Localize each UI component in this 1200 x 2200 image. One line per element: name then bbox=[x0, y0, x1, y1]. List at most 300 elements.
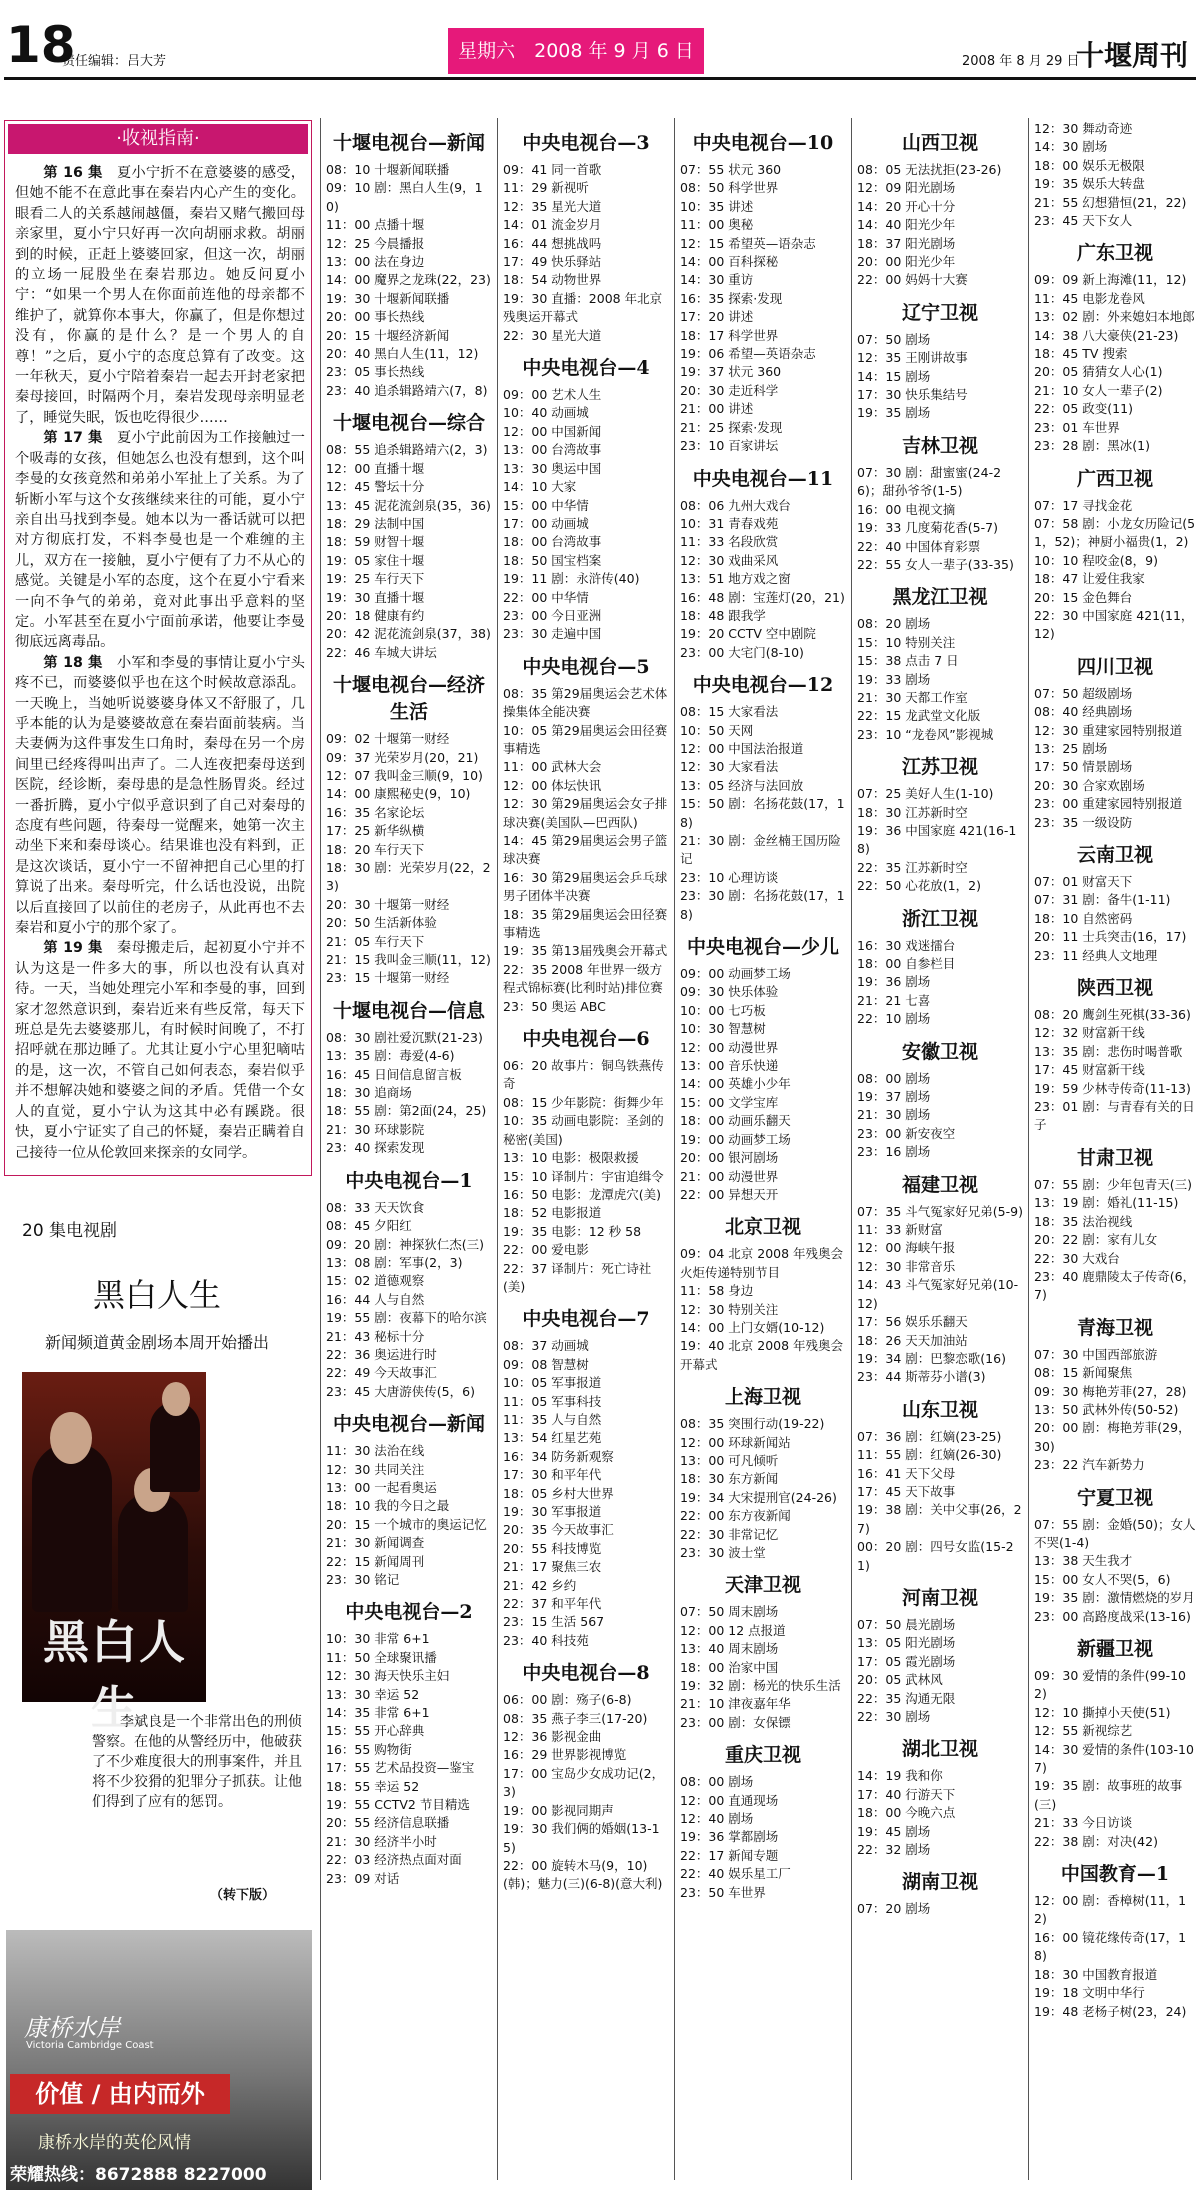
program-listing: 12：30 戏曲采风 bbox=[680, 552, 779, 568]
program-listing: 14：00 上门女婿(10-12) bbox=[680, 1319, 825, 1335]
program-listing: 12：30 海天快乐主妇 bbox=[326, 1668, 450, 1684]
channel-heading: 中央电视台—新闻 bbox=[332, 1413, 485, 1436]
program-listing: 18：00 动画乐翻天 bbox=[680, 1113, 791, 1129]
program-listing: 12：15 希望英—语杂志 bbox=[680, 235, 816, 251]
program-listing: 22：55 女人一辈子(33-35) bbox=[857, 556, 1014, 572]
program-listing: 07：50 晨光剧场 bbox=[857, 1616, 956, 1632]
program-listing: 08：55 追杀辑路靖六(2，3) bbox=[326, 442, 488, 458]
program-listing: 19：18 文明中华行 bbox=[1034, 1985, 1145, 2001]
program-listing: 18：30 中国教育报道 bbox=[1034, 1966, 1158, 1982]
program-listing: 18：29 法制中国 bbox=[326, 515, 425, 531]
channel-heading: 云南卫视 bbox=[1076, 844, 1153, 866]
program-listing: 22：38 剧：对决(42) bbox=[1034, 1833, 1158, 1849]
program-listing: 08：00 剧场 bbox=[680, 1774, 754, 1790]
program-listing: 16：30 戏迷擂台 bbox=[857, 937, 956, 953]
program-listing: 12：35 星光大道 bbox=[503, 198, 602, 214]
program-listing: 12：09 阳光剧场 bbox=[857, 180, 956, 196]
program-listing: 22：49 今天故事汇 bbox=[326, 1365, 437, 1381]
channel-heading: 中央电视台—7 bbox=[522, 1308, 650, 1331]
program-listing: 11：58 身边 bbox=[680, 1283, 754, 1299]
program-listing: 22：15 龙武堂文化版 bbox=[857, 708, 981, 724]
channel-heading: 中央电视台—2 bbox=[345, 1601, 473, 1624]
program-listing: 16：35 探索·发现 bbox=[680, 290, 783, 306]
program-listing: 18：00 今晚六点 bbox=[857, 1805, 956, 1821]
program-listing: 21：30 经济半小时 bbox=[326, 1833, 437, 1849]
program-listing: 22：32 剧场 bbox=[857, 1842, 931, 1858]
program-listing: 19：37 剧场 bbox=[857, 1089, 931, 1105]
program-listing: 11：00 点播十堰 bbox=[326, 217, 425, 233]
program-listing: 12：30 大家看法 bbox=[680, 759, 779, 775]
program-listing: 18：55 幸运 52 bbox=[326, 1778, 420, 1794]
program-listing: 11：55 剧：红嫡(26-30) bbox=[857, 1447, 1002, 1463]
program-listing: 19：33 剧场 bbox=[857, 671, 931, 687]
promo-subtitle: 新闻频道黄金剧场本周开始播出 bbox=[44, 1333, 269, 1352]
listing-column-2 bbox=[503, 120, 669, 2190]
channel-heading: 上海卫视 bbox=[724, 1386, 801, 1409]
program-listing: 20：35 今天故事汇 bbox=[503, 1522, 614, 1538]
program-listing: 14：20 开心十分 bbox=[857, 198, 956, 214]
page-header bbox=[0, 0, 1200, 80]
program-listing: 22：36 奥运进行时 bbox=[326, 1346, 437, 1362]
program-listing: 08：20 鹰剑生死棋(33-36) bbox=[1034, 1007, 1191, 1023]
poster-face bbox=[162, 1382, 190, 1416]
channel-heading: 中央电视台—4 bbox=[522, 357, 650, 380]
program-listing: 13：00 一起看奥运 bbox=[326, 1479, 437, 1495]
program-listing: 08：35 燕子李三(17-20) bbox=[503, 1710, 648, 1726]
program-listing: 22：00 异想天开 bbox=[680, 1186, 779, 1202]
channel-heading: 黑龙江卫视 bbox=[892, 586, 988, 609]
program-listing: 12：00 中国法治报道 bbox=[680, 740, 804, 756]
program-listing: 19：35 娱乐大转盘 bbox=[1034, 176, 1145, 192]
program-listing: 13：05 阳光剧场 bbox=[857, 1635, 956, 1651]
program-listing: 16：55 购物街 bbox=[326, 1741, 412, 1757]
program-listing: 19：30 直播：2008 年北京残奥运开幕式 bbox=[503, 290, 663, 325]
program-listing: 10：30 非常 6+1 bbox=[326, 1631, 430, 1647]
program-listing: 22：50 心花放(1，2) bbox=[857, 878, 981, 894]
program-listing: 23：00 新安夜空 bbox=[857, 1125, 956, 1141]
program-listing: 21：30 新闻调查 bbox=[326, 1535, 425, 1551]
program-listing: 19：38 剧：关中父事(26，27) bbox=[857, 1502, 1022, 1536]
program-listing: 14：10 大家 bbox=[503, 479, 577, 495]
program-listing: 13：45 泥花流剑泉(35，36) bbox=[326, 497, 491, 513]
channel-heading: 中央电视台—5 bbox=[522, 655, 650, 678]
program-listing: 07：35 斗气冤家好兄弟(5-9) bbox=[857, 1203, 1023, 1219]
program-listing: 19：55 剧：夜幕下的哈尔滨 bbox=[326, 1310, 487, 1326]
program-listing: 19：34 剧：巴黎恋歌(16) bbox=[857, 1350, 1006, 1366]
program-listing: 19：06 希望—英语杂志 bbox=[680, 346, 816, 362]
episode-paragraph bbox=[15, 163, 305, 428]
program-listing: 22：00 妈妈十大赛 bbox=[857, 272, 968, 288]
program-listing: 13：51 地方戏之窗 bbox=[680, 571, 791, 587]
program-listing: 22：03 经济热点面对面 bbox=[326, 1852, 462, 1868]
program-listing: 21：15 我叫金三顺(11，12) bbox=[326, 952, 491, 968]
program-listing: 12：00 环球新闻站 bbox=[680, 1434, 791, 1450]
program-listing: 18：30 东方新闻 bbox=[680, 1471, 779, 1487]
channel-heading: 中国教育—1 bbox=[1060, 1863, 1170, 1886]
promo-label: 20 集电视剧 bbox=[22, 1221, 118, 1241]
program-listing: 23：00 今日亚洲 bbox=[503, 607, 602, 623]
program-listing: 11：33 名段欣赏 bbox=[680, 534, 779, 550]
program-listing: 13：00 法在身边 bbox=[326, 254, 425, 270]
program-listing: 10：00 七巧板 bbox=[680, 1002, 766, 1018]
channel-heading: 河南卫视 bbox=[901, 1586, 978, 1609]
channel-heading: 十堰电视台—新闻 bbox=[332, 132, 485, 154]
program-listing: 21：30 剧：金丝楠王国历险记 bbox=[680, 833, 841, 867]
channel-heading: 十堰电视台—经济生活 bbox=[332, 674, 485, 724]
program-listing: 17：45 天下故事 bbox=[857, 1483, 956, 1499]
program-listing: 17：45 财富新干线 bbox=[1034, 1062, 1145, 1078]
channel-heading: 十堰电视台—信息 bbox=[332, 999, 485, 1022]
program-listing: 14：30 重访 bbox=[680, 272, 754, 288]
program-listing: 16：29 世界影视博览 bbox=[503, 1747, 627, 1763]
program-listing: 18：55 剧：第2面(24，25) bbox=[326, 1103, 487, 1119]
program-listing: 20：00 阳光少年 bbox=[857, 254, 956, 270]
program-listing: 18：05 乡村大世界 bbox=[503, 1485, 614, 1501]
program-listing: 19：48 老杨子树(23，24) bbox=[1034, 2003, 1187, 2019]
program-listing: 07：55 状元 360 bbox=[680, 162, 782, 177]
program-listing: 19：36 掌都剧场 bbox=[680, 1829, 779, 1845]
program-listing: 23：30 铭记 bbox=[326, 1572, 400, 1587]
program-listing: 14：30 剧场 bbox=[1034, 139, 1108, 155]
program-listing: 14：00 康熙秘史(9，10) bbox=[326, 786, 471, 802]
program-listing: 17：30 快乐集结号 bbox=[857, 387, 968, 403]
program-listing: 23：44 斯蒂芬小谱(3) bbox=[857, 1369, 986, 1385]
program-listing: 08：15 新闻聚焦 bbox=[1034, 1365, 1133, 1381]
program-listing: 15：00 文学宝库 bbox=[680, 1094, 779, 1110]
program-listing: 07：20 剧场 bbox=[857, 1901, 931, 1917]
program-listing: 20：00 事长热线 bbox=[326, 309, 425, 325]
program-listing: 23：16 剧场 bbox=[857, 1144, 931, 1160]
program-listing: 22：00 中华情 bbox=[503, 589, 589, 605]
program-listing: 13：00 台湾故事 bbox=[503, 442, 602, 458]
program-listing: 11：30 法治在线 bbox=[326, 1443, 425, 1459]
program-listing: 13：10 电影：极限救援 bbox=[503, 1150, 639, 1166]
program-listing: 18：00 台湾故事 bbox=[503, 534, 602, 550]
program-listing: 19：36 剧场 bbox=[857, 974, 931, 990]
program-listing: 22：00 旋转木马(9，10)(韩)；魅力(三)(6-8)(意大利) bbox=[503, 1857, 663, 1892]
channel-heading: 北京卫视 bbox=[724, 1216, 801, 1239]
program-listing: 09：10 剧：黑白人生(9，10) bbox=[326, 180, 483, 214]
channel-heading: 湖北卫视 bbox=[901, 1738, 978, 1761]
program-listing: 14：00 英雄小少年 bbox=[680, 1076, 791, 1092]
program-listing: 19：00 动画梦工场 bbox=[680, 1131, 791, 1147]
program-listing: 21：10 女人一辈子(2) bbox=[1034, 382, 1163, 398]
program-listing: 06：20 故事片：铜鸟铁燕传奇 bbox=[503, 1058, 664, 1092]
program-listing: 10：30 智慧树 bbox=[680, 1021, 766, 1037]
program-listing: 23：45 大唐游侠传(5，6) bbox=[326, 1383, 475, 1399]
program-listing: 13：00 音乐快递 bbox=[680, 1058, 779, 1074]
program-listing: 16：44 想挑战吗 bbox=[503, 235, 602, 251]
program-listing: 11：00 奥秘 bbox=[680, 217, 754, 233]
program-listing: 23：00 重建家园特别报道 bbox=[1034, 796, 1183, 812]
program-listing: 19：00 影视同期声 bbox=[503, 1802, 614, 1818]
program-listing: 18：20 车行天下 bbox=[326, 841, 425, 857]
program-listing: 12：07 我叫金三顺(9，10) bbox=[326, 767, 483, 783]
page-number: 18 bbox=[6, 16, 76, 74]
program-listing: 21：30 环球影院 bbox=[326, 1121, 425, 1137]
program-listing: 08：00 剧场 bbox=[857, 1070, 931, 1086]
program-listing: 07：55 剧：金婚(50)；女人不哭(1-4) bbox=[1034, 1516, 1196, 1550]
program-listing: 12：25 今晨播报 bbox=[326, 235, 425, 251]
program-listing: 12：00 剧：香樟树(11，12) bbox=[1034, 1893, 1187, 1927]
channel-heading: 山东卫视 bbox=[901, 1398, 978, 1421]
program-listing: 23：09 对话 bbox=[326, 1870, 400, 1886]
program-listing: 06：00 剧：殇子(6-8) bbox=[503, 1692, 632, 1708]
channel-heading: 中央电视台—少儿 bbox=[686, 936, 839, 959]
program-listing: 22：35 2008 年世界一级方程式锦标赛(比利时站)排位赛 bbox=[503, 961, 663, 996]
program-listing: 21：21 七喜 bbox=[857, 992, 931, 1008]
program-listing: 20：00 银河剧场 bbox=[680, 1150, 779, 1166]
program-listing: 12：00 中国新闻 bbox=[503, 423, 602, 439]
program-listing: 23：01 车世界 bbox=[1034, 419, 1120, 435]
program-listing: 23：00 高路度战采(13-16) bbox=[1034, 1608, 1191, 1624]
program-listing: 14：43 斗气冤家好兄弟(10-12) bbox=[857, 1277, 1019, 1311]
channel-heading: 中央电视台—8 bbox=[522, 1662, 650, 1685]
program-listing: 17：50 情景剧场 bbox=[1034, 759, 1133, 775]
program-listing: 23：10 “龙卷风”影视城 bbox=[857, 726, 994, 742]
program-listing: 23：30 走遍中国 bbox=[503, 626, 602, 642]
program-listing: 14：40 阳光少年 bbox=[857, 217, 956, 233]
program-listing: 18：30 追商场 bbox=[326, 1085, 412, 1101]
program-listing: 14：00 百科探秘 bbox=[680, 254, 779, 270]
program-listing: 13：19 剧：婚礼(11-15) bbox=[1034, 1195, 1179, 1211]
channel-heading: 福建卫视 bbox=[901, 1173, 978, 1196]
program-listing: 12：32 财富新干线 bbox=[1034, 1025, 1145, 1041]
program-listing: 22：30 非常记忆 bbox=[680, 1526, 779, 1542]
program-listing: 09：41 同一首歌 bbox=[503, 162, 602, 177]
program-listing: 12：00 12 点报道 bbox=[680, 1622, 786, 1638]
program-listing: 14：30 爱情的条件(103-107) bbox=[1034, 1741, 1194, 1776]
program-listing: 12：40 剧场 bbox=[680, 1811, 754, 1827]
program-listing: 18：17 科学世界 bbox=[680, 327, 779, 343]
program-listing: 16：50 电影：龙潭虎穴(美) bbox=[503, 1186, 662, 1202]
program-listing: 16：45 日间信息留言板 bbox=[326, 1066, 462, 1082]
program-listing: 08：05 无法扰拒(23-26) bbox=[857, 162, 1002, 177]
program-listing: 18：00 自参栏目 bbox=[857, 956, 956, 971]
program-listing: 08：45 夕阳红 bbox=[326, 1218, 412, 1234]
program-listing: 09：30 梅艳芳菲(27，28) bbox=[1034, 1383, 1187, 1399]
program-listing: 16：41 天下父母 bbox=[857, 1465, 956, 1481]
program-listing: 23：05 事长热线 bbox=[326, 364, 425, 380]
program-listing: 10：10 程咬金(8，9) bbox=[1034, 552, 1158, 568]
program-listing: 23：28 剧：黑冰(1) bbox=[1034, 438, 1150, 454]
program-listing: 09：02 十堰第一财经 bbox=[326, 731, 450, 747]
program-listing: 19：11 剧：永浒传(40) bbox=[503, 571, 640, 587]
program-listing: 17：30 和平年代 bbox=[503, 1467, 602, 1483]
program-listing: 19：25 车行天下 bbox=[326, 571, 425, 587]
program-listing: 20：11 士兵突击(16，17) bbox=[1034, 929, 1187, 945]
program-listing: 19：36 中国家庭 421(16-18) bbox=[857, 822, 1017, 857]
program-listing: 21：10 津夜嘉年华 bbox=[680, 1696, 791, 1712]
promo-caption: 李斌良是一个非常出色的刑侦警察。在他的从警经历中，他破获了不少难度很大的刑事案件，并且将不少狡猾的犯罪分子抓获。让他们得到了应有的惩罚。 bbox=[92, 1714, 302, 1810]
program-listing: 08：15 大家看法 bbox=[680, 704, 779, 720]
channel-heading: 安徽卫视 bbox=[901, 1040, 978, 1063]
program-listing: 13：30 幸运 52 bbox=[326, 1686, 420, 1702]
channel-heading: 山西卫视 bbox=[901, 132, 978, 154]
program-listing: 11：33 新财富 bbox=[857, 1222, 943, 1238]
program-listing: 14：35 非常 6+1 bbox=[326, 1705, 430, 1721]
poster-figure bbox=[32, 1442, 112, 1612]
program-listing: 18：47 让爱住我家 bbox=[1034, 571, 1145, 587]
program-listing: 22：46 车城大讲坛 bbox=[326, 644, 437, 660]
program-listing: 07：25 美好人生(1-10) bbox=[857, 786, 994, 802]
program-listing: 07：31 剧：备牛(1-11) bbox=[1034, 892, 1171, 908]
program-listing: 12：35 王刚讲故事 bbox=[857, 350, 968, 366]
channel-heading: 天津卫视 bbox=[724, 1574, 801, 1597]
program-listing: 17：40 行游天下 bbox=[857, 1786, 956, 1802]
program-listing: 12：30 特别关注 bbox=[680, 1301, 779, 1317]
program-listing: 10：31 青春戏苑 bbox=[680, 515, 779, 531]
program-listing: 07：50 剧场 bbox=[857, 331, 931, 347]
channel-heading: 中央电视台—3 bbox=[522, 132, 650, 154]
program-listing: 17：49 快乐驿站 bbox=[503, 254, 602, 270]
program-listing: 16：30 第29届奥运会乒乓球男子团体半决赛 bbox=[503, 869, 668, 904]
channel-heading: 中央电视台—11 bbox=[692, 467, 834, 490]
program-listing: 07：01 财富天下 bbox=[1034, 874, 1133, 889]
channel-heading: 中央电视台—12 bbox=[692, 674, 834, 697]
issue-date: 2008 年 8 月 29 日 bbox=[962, 54, 1080, 69]
program-listing: 12：00 体坛快讯 bbox=[503, 777, 602, 793]
program-listing: 14：01 流金岁月 bbox=[503, 217, 602, 233]
channel-heading: 宁夏卫视 bbox=[1076, 1486, 1153, 1509]
program-listing: 09：00 动画梦工场 bbox=[680, 966, 791, 982]
program-listing: 11：50 全球聚讯播 bbox=[326, 1649, 437, 1665]
program-listing: 08：35 第29届奥运会艺术体操集体全能决赛 bbox=[503, 685, 668, 720]
program-listing: 16：44 人与自然 bbox=[326, 1291, 425, 1307]
program-listing: 22：35 沟通无限 bbox=[857, 1690, 956, 1706]
program-listing: 22：30 中国家庭 421(11，12) bbox=[1034, 607, 1194, 642]
listing-column-3 bbox=[680, 120, 846, 2190]
program-listing: 19：33 几度菊花香(5-7) bbox=[857, 520, 998, 536]
viewing-guide-text bbox=[15, 163, 305, 1163]
program-listing: 12：00 海峡午报 bbox=[857, 1240, 956, 1256]
program-listing: 11：00 武林大会 bbox=[503, 759, 602, 775]
program-listing: 19：30 我们俩的婚姻(13-15) bbox=[503, 1821, 660, 1855]
episode-text: 夏小宁此前因为工作接触过一个吸毒的女孩，但她怎么也没有想到，这个叫李曼的女孩竟然和弟弟小军扯上了关系。为了斩断小军与这个女孩继续来往的可能，夏小宁亲自出马找到李曼。她本以为一番话就可以把对方彻底打发，不料李曼也是一个难缠的主儿，双方在一接触，夏小宁便有了力不从心的感觉。关键是小军的态度，这个在夏小宁看来一向不争气的弟弟，竟对此事出乎意料的坚定。小军甚至在夏小宁面前承诺，他要让李曼彻底远离毒品。 bbox=[15, 430, 305, 651]
program-listing: 21：05 车行天下 bbox=[326, 933, 425, 949]
program-listing: 18：30 剧：光荣岁月(22，23) bbox=[326, 860, 491, 894]
program-listing: 19：37 状元 360 bbox=[680, 364, 782, 380]
program-listing: 22：37 译制片：死亡诗社(美) bbox=[503, 1260, 652, 1294]
channel-heading: 四川卫视 bbox=[1076, 655, 1153, 678]
program-listing: 12：36 影视金曲 bbox=[503, 1729, 602, 1745]
program-listing: 15：00 女人不哭(5，6) bbox=[1034, 1571, 1171, 1587]
program-listing: 21：00 动漫世界 bbox=[680, 1168, 779, 1184]
program-listing: 18：00 娱乐无极限 bbox=[1034, 157, 1145, 173]
program-listing: 07：30 中国西部旅游 bbox=[1034, 1346, 1158, 1362]
program-listing: 13：35 剧：悲伤时喝普歌 bbox=[1034, 1043, 1183, 1059]
column-divider bbox=[1028, 118, 1029, 2180]
column-divider bbox=[674, 118, 675, 2180]
program-listing: 15：02 道德观察 bbox=[326, 1273, 425, 1289]
program-listing: 13：05 经济与法回放 bbox=[680, 777, 804, 793]
program-listing: 15：38 点击 7 日 bbox=[857, 653, 959, 669]
program-listing: 09：30 爱情的条件(99-102) bbox=[1034, 1668, 1186, 1702]
program-listing: 18：26 天天加油站 bbox=[857, 1332, 968, 1348]
program-listing: 23：15 十堰第一财经 bbox=[326, 970, 450, 986]
viewing-guide-heading: ·收视指南· bbox=[8, 124, 308, 154]
program-listing: 23：30 剧：名扬花鼓(17，18) bbox=[680, 888, 845, 922]
program-listing: 12：55 新视综艺 bbox=[1034, 1723, 1133, 1739]
channel-heading: 青海卫视 bbox=[1076, 1316, 1153, 1339]
episode-paragraph bbox=[15, 653, 305, 939]
program-listing: 20：00 剧：梅艳芳菲(29，30) bbox=[1034, 1420, 1191, 1454]
program-listing: 22：40 娱乐星工厂 bbox=[680, 1866, 791, 1882]
program-listing: 20：22 剧：家有儿女 bbox=[1034, 1232, 1158, 1248]
program-listing: 19：05 家住十堰 bbox=[326, 552, 425, 568]
program-listing: 22：30 剧场 bbox=[857, 1709, 931, 1724]
program-listing: 10：35 讲述 bbox=[680, 198, 754, 214]
program-listing: 13：38 天生我才 bbox=[1034, 1553, 1133, 1569]
program-listing: 15：55 开心辞典 bbox=[326, 1723, 425, 1739]
program-listing: 11：35 人与自然 bbox=[503, 1411, 602, 1427]
program-listing: 07：58 剧：小龙女历险记(51，52)；神厨小福贵(1，2) bbox=[1034, 515, 1196, 550]
program-listing: 11：45 电影龙卷风 bbox=[1034, 290, 1145, 306]
program-listing: 16：48 剧：宝莲灯(20，21) bbox=[680, 589, 845, 605]
program-listing: 00：20 剧：四号女监(15-21) bbox=[857, 1539, 1014, 1573]
program-listing: 15：10 特别关注 bbox=[857, 634, 956, 650]
program-listing: 21：25 探索·发现 bbox=[680, 419, 783, 435]
channel-heading: 新疆卫视 bbox=[1076, 1638, 1153, 1660]
program-listing: 18：30 江苏新时空 bbox=[857, 804, 968, 820]
drama-poster-image bbox=[22, 1372, 206, 1735]
program-listing: 23：50 奥运 ABC bbox=[503, 998, 606, 1014]
episode-text: 秦母搬走后，起初夏小宁并不认为这是一件多大的事，所以也没有认真对待。一天，当她处理完小军和李曼的事，回到家才忽然意识到，秦岩近来有些反常，每天下班总是先去婆婆那儿，有时候时间晚了，不打招呼就在那边睡了。尤其让夏小宁心里犯嘀咕的是，这一次，不管自己如何表态，秦岩似乎并不想解决她和婆婆之间的矛盾。凭借一个女人的直觉，夏小宁认为这其中必有蹊跷。很快，夏小宁证实了自己的怀疑，秦岩正瞒着自己接待一位从伦敦回来探亲的女同学。 bbox=[15, 940, 305, 1161]
channel-heading: 广西卫视 bbox=[1076, 467, 1153, 490]
program-listing: 17：00 宝岛少女成功记(2，3) bbox=[503, 1765, 665, 1800]
program-listing: 09：04 北京 2008 年残奥会火炬传递特别节目 bbox=[680, 1246, 844, 1280]
program-listing: 18：52 电影报道 bbox=[503, 1205, 602, 1221]
program-listing: 13：25 剧场 bbox=[1034, 740, 1108, 756]
date-banner: 星期六 2008 年 9 月 6 日 bbox=[448, 28, 704, 74]
program-listing: 19：35 电影：12 秒 58 bbox=[503, 1223, 642, 1239]
program-listing: 20：50 生活新体验 bbox=[326, 915, 437, 931]
program-listing: 20：30 走近科学 bbox=[680, 382, 779, 398]
program-listing: 22：30 大戏台 bbox=[1034, 1250, 1120, 1266]
program-listing: 20：15 十堰经济新闻 bbox=[326, 327, 450, 343]
program-listing: 11：29 新视听 bbox=[503, 180, 589, 196]
program-listing: 19：30 军事报道 bbox=[503, 1504, 602, 1519]
program-listing: 23：22 汽车新势力 bbox=[1034, 1457, 1145, 1473]
program-listing: 15：10 译制片：宇宙追缉令 bbox=[503, 1168, 664, 1184]
program-listing: 16：00 电视文摘 bbox=[857, 501, 956, 517]
ad-hotline: 荣耀热线：8672888 8227000 bbox=[10, 2165, 267, 2185]
program-listing: 13：54 红星艺苑 bbox=[503, 1430, 602, 1446]
program-listing: 17：05 霞光剧场 bbox=[857, 1653, 956, 1669]
program-listing: 14：00 魔界之龙珠(22，23) bbox=[326, 272, 491, 288]
program-listing: 17：00 动画城 bbox=[503, 515, 589, 531]
program-listing: 12：10 撕掉小天使(51) bbox=[1034, 1704, 1171, 1720]
program-listing: 13：35 剧：毒爱(4-6) bbox=[326, 1048, 455, 1064]
program-listing: 20：15 一个城市的奥运记忆 bbox=[326, 1516, 487, 1532]
episode-label: 第 17 集 bbox=[43, 430, 103, 447]
program-listing: 13：08 剧：军事(2，3) bbox=[326, 1254, 463, 1270]
program-listing: 18：54 动物世界 bbox=[503, 272, 602, 288]
program-listing: 08：10 十堰新闻联播 bbox=[326, 162, 450, 177]
program-listing: 18：35 法治视线 bbox=[1034, 1213, 1133, 1229]
program-listing: 08：20 剧场 bbox=[857, 616, 931, 632]
program-listing: 12：30 共同关注 bbox=[326, 1461, 425, 1477]
program-listing: 20：42 泥花流剑泉(37，38) bbox=[326, 626, 491, 642]
program-listing: 23：50 车世界 bbox=[680, 1884, 766, 1900]
program-listing: 13：02 剧：外来媳妇本地郎 bbox=[1034, 309, 1195, 325]
program-listing: 16：34 防务新观察 bbox=[503, 1448, 614, 1464]
channel-heading: 中央电视台—6 bbox=[522, 1028, 650, 1051]
program-listing: 19：30 直播十堰 bbox=[326, 589, 425, 605]
program-listing: 23：01 剧：与青春有关的日子 bbox=[1034, 1099, 1195, 1133]
program-listing: 19：40 北京 2008 年残奥会开幕式 bbox=[680, 1338, 844, 1372]
program-listing: 14：19 我和你 bbox=[857, 1768, 943, 1784]
